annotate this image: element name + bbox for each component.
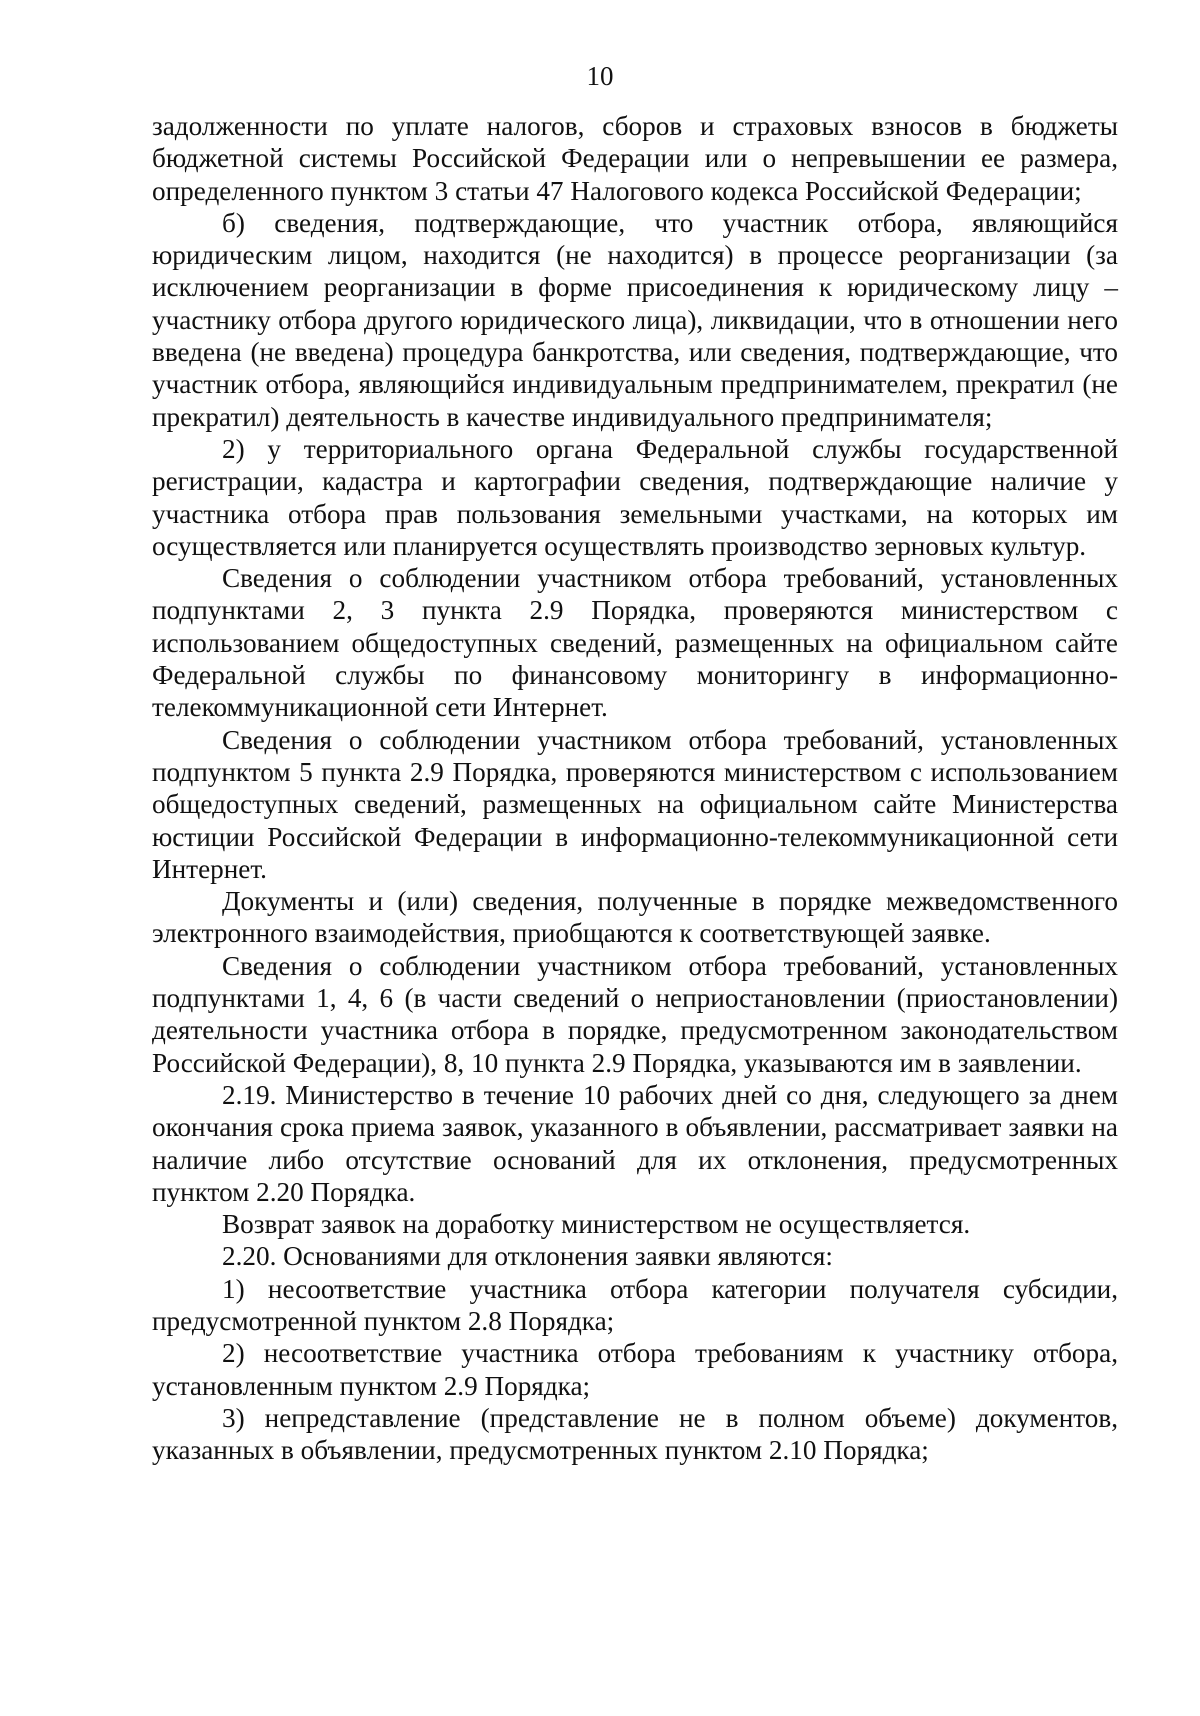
paragraph: б) сведения, подтверждающие, что участник отбора, являющийся юридическим лицом, находится (не находится) в процессе реорганизации (за исключением реорганизации в форме присоединения к юридическому лицу – участнику отбора другого юридического лица), ликвидации, что в отношении него введена (не введена) процедура банкротства, или сведения, подтверждающие, что участник отбора, являющийся индивидуальным предпринимателем, прекратил (не прекратил) деятельность в качестве индивидуального предпринимателя; — [152, 207, 1118, 432]
paragraph: 2.19. Министерство в течение 10 рабочих дней со дня, следующего за днем окончания срока приема заявок, указанного в объявлении, рассматривает заявки на наличие либо отсутствие оснований для их отклонения, предусмотренных пунктом 2.20 Порядка. — [152, 1079, 1118, 1207]
paragraph: Сведения о соблюдении участником отбора требований, установленных подпунктами 1, 4, 6 (в части сведений о неприостановлении (приостановлении) деятельности участника отбора в порядке, предусмотренном законодательством Российской Федерации), 8, 10 пункта 2.9 Порядка, указываются им в заявлении. — [152, 950, 1118, 1078]
page-number: 10 — [586, 61, 614, 91]
paragraph: задолженности по уплате налогов, сборов и страховых взносов в бюджеты бюджетной системы Российской Федерации или о непревышении ее размера, определенного пунктом 3 статьи 47 Налогового кодекса Российской Федерации; — [152, 111, 1118, 206]
paragraph: 3) непредставление (представление не в полном объеме) документов, указанных в объявлении, предусмотренных пунктом 2.10 Порядка; — [152, 1402, 1118, 1466]
paragraph: Сведения о соблюдении участником отбора требований, установленных подпунктами 2, 3 пункта 2.9 Порядка, проверяются министерством с использованием общедоступных сведений, размещенных на официальном сайте Федеральной службы по финансовому мониторингу в информационно-телекоммуникационной сети Интернет. — [152, 563, 1118, 723]
document-body — [152, 110, 1118, 1466]
paragraph: 2.20. Основаниями для отклонения заявки являются: — [222, 1241, 833, 1272]
paragraph: Сведения о соблюдении участником отбора требований, установленных подпунктом 5 пункта 2.9 Порядка, проверяются министерством с использованием общедоступных сведений, размещенных на официальном сайте Министерства юстиции Российской Федерации в информационно-телекоммуникационной сети Интернет. — [152, 724, 1118, 884]
paragraph: 1) несоответствие участника отбора категории получателя субсидии, предусмотренной пунктом 2.8 Порядка; — [152, 1273, 1118, 1336]
paragraph: Возврат заявок на доработку министерством не осуществляется. — [222, 1209, 971, 1240]
paragraph: 2) несоответствие участника отбора требованиям к участнику отбора, установленным пунктом 2.9 Порядка; — [152, 1338, 1118, 1401]
paragraph: Документы и (или) сведения, полученные в порядке межведомственного электронного взаимодействия, приобщаются к соответствующей заявке. — [152, 886, 1118, 949]
paragraph: 2) у территориального органа Федеральной службы государственной регистрации, кадастра и картографии сведения, подтверждающие наличие у участника отбора прав пользования земельными участками, на которых им осуществляется или планируется осуществлять производство зерновых культур. — [152, 433, 1118, 561]
